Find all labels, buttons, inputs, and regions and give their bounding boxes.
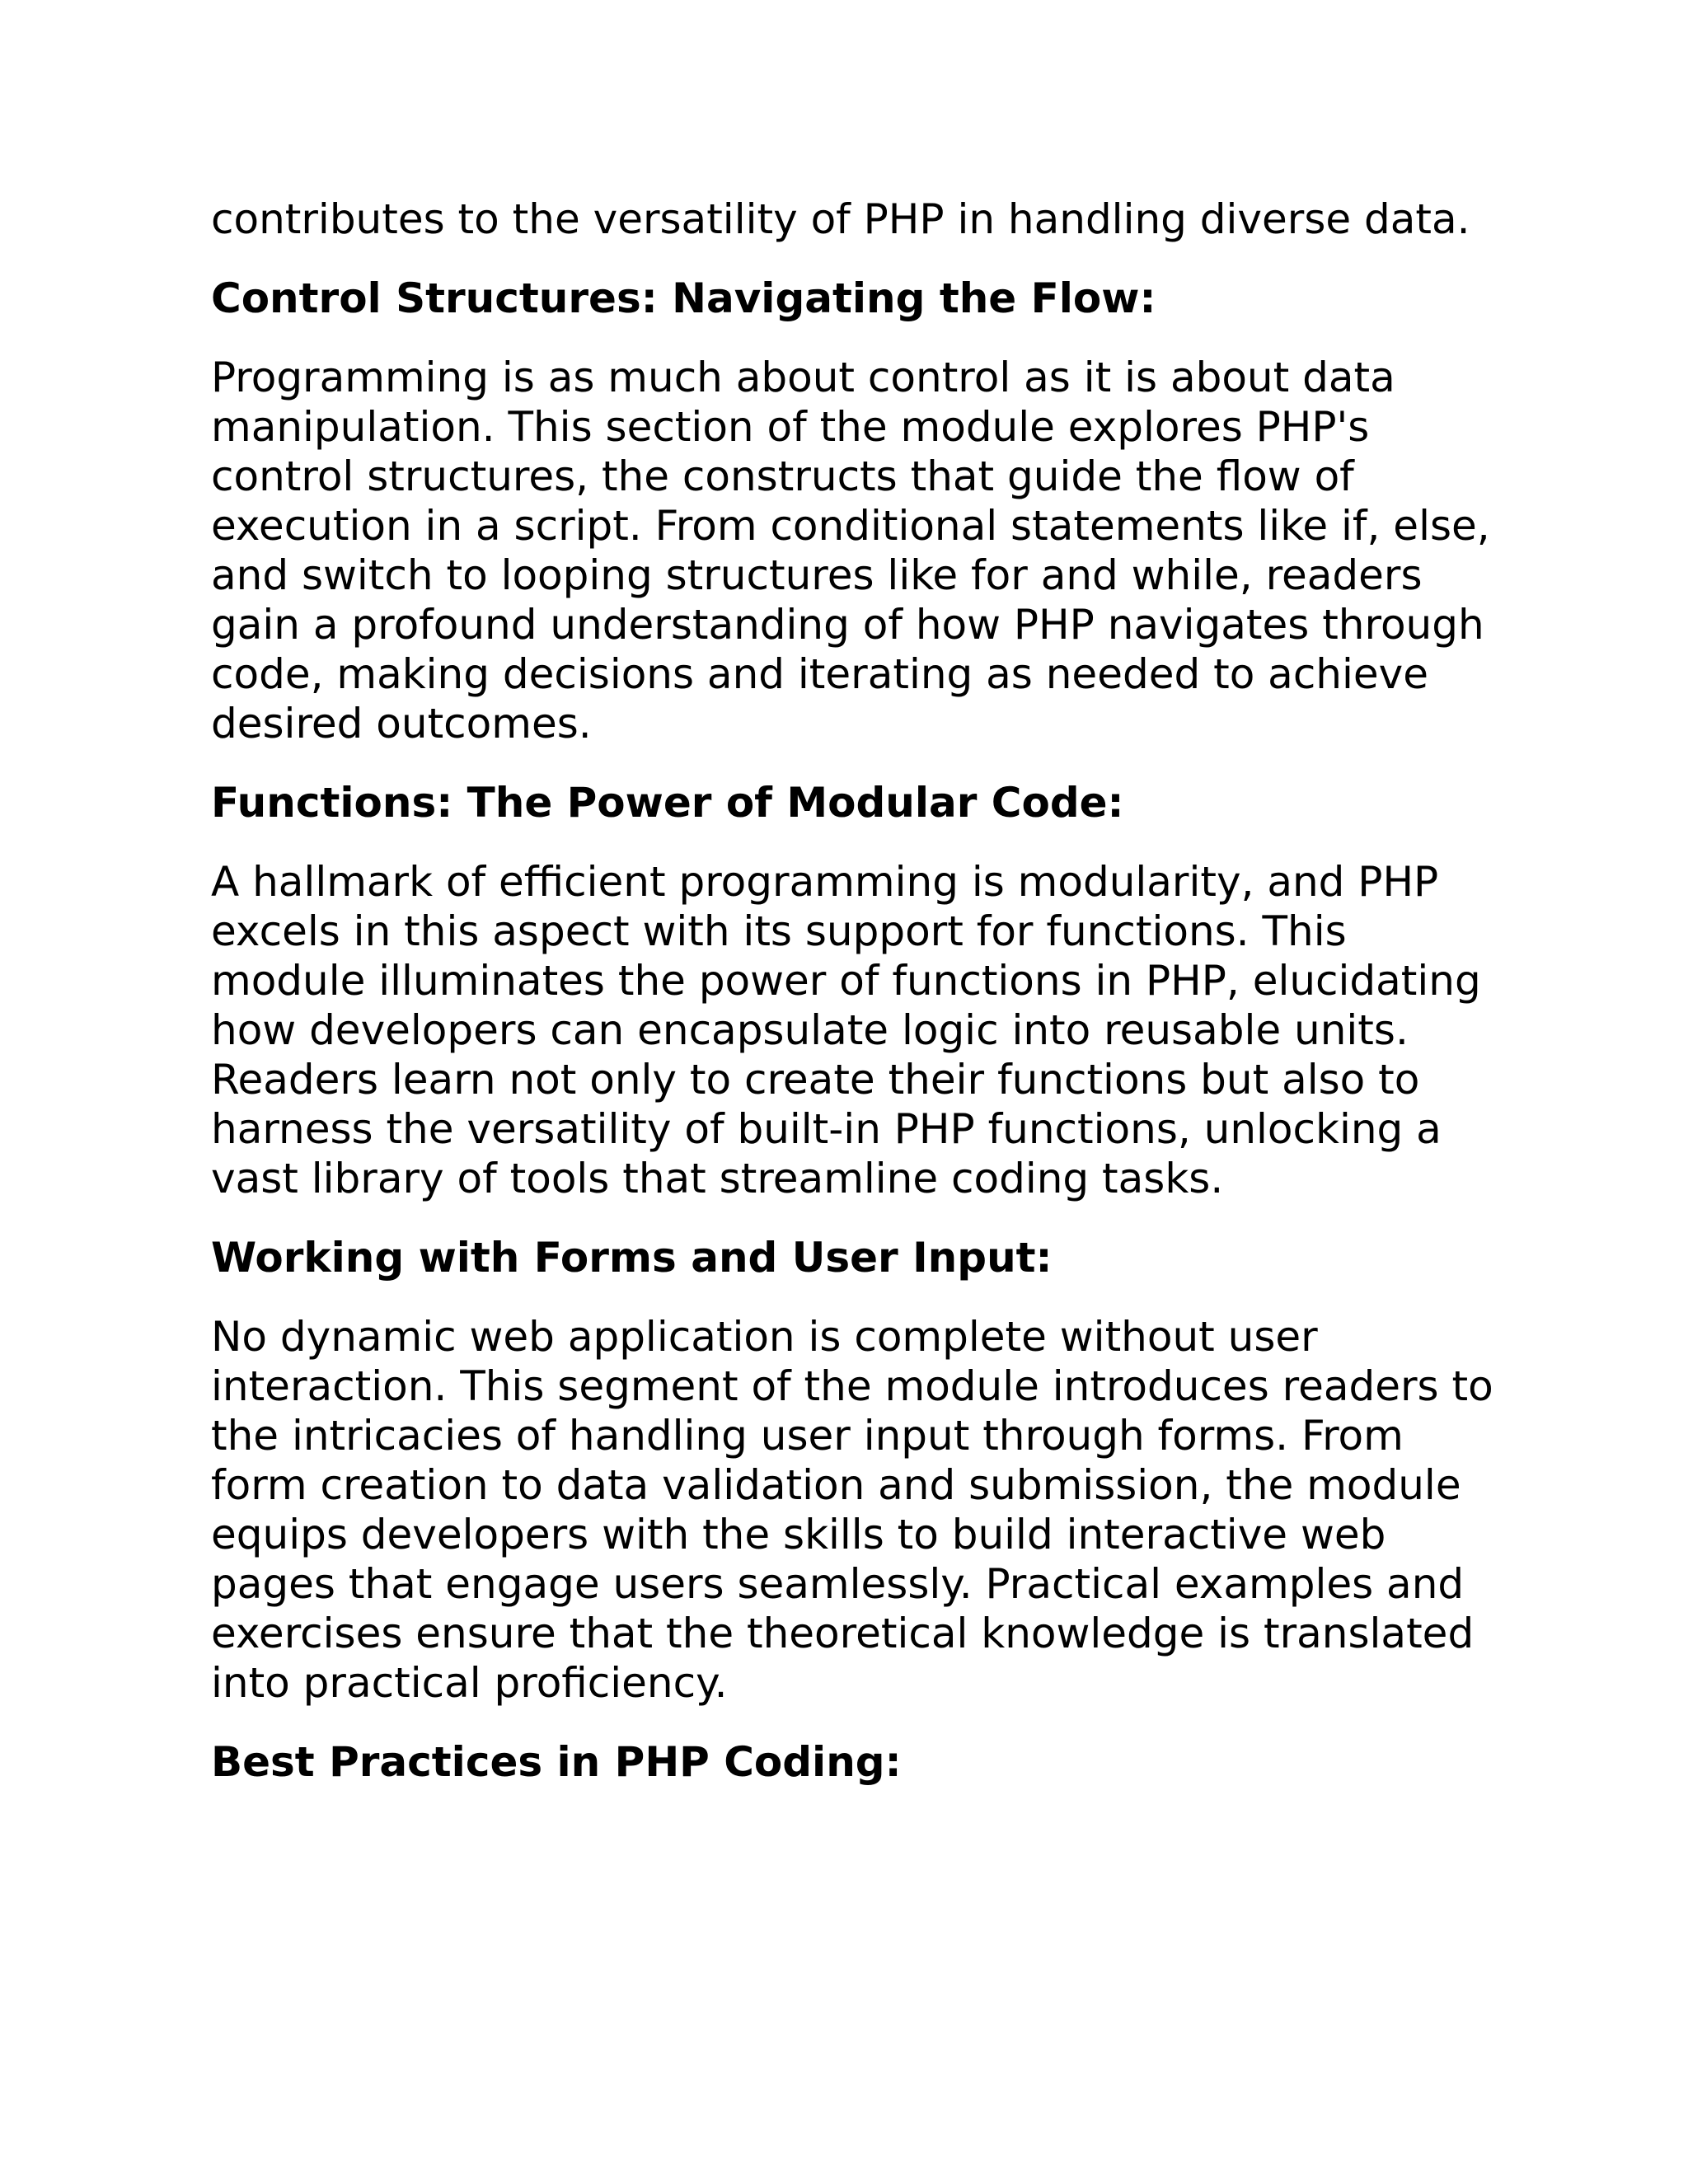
section-body-forms-user-input: No dynamic web application is complete without user interaction. This segment of the module introduces readers to the intricacies of handling user input through forms. From form creation to data validation and submission, the module equips developers with the skills to build interactive web pages that engage users seamlessly. Practical examples and exercises ensure that the theoretical knowledge is translated into practical proficiency. (211, 1313, 1493, 1707)
section-heading-forms-user-input: Working with Forms and User Input: (211, 1234, 1053, 1282)
document-content (211, 194, 1497, 1787)
section-heading-control-structures: Control Structures: Navigating the Flow: (211, 274, 1156, 322)
section-heading-functions: Functions: The Power of Modular Code: (211, 779, 1124, 827)
intro-paragraph-tail: contributes to the versatility of PHP in handling diverse data. (211, 195, 1470, 243)
section-heading-best-practices: Best Practices in PHP Coding: (211, 1738, 902, 1786)
section-body-functions: A hallmark of efficient programming is modularity, and PHP excels in this aspect with its support for functions. This module illuminates the power of functions in PHP, elucidating how developers can encapsulate logic into reusable units. Readers learn not only to create their functions but also to harness the versatility of built-in PHP functions, unlocking a vast library of tools that streamline coding tasks. (211, 858, 1481, 1202)
section-body-control-structures: Programming is as much about control as it is about data manipulation. This section of the module explores PHP's control structures, the constructs that guide the flow of execution in a script. From conditional statements like if, else, and switch to looping structures like for and while, readers gain a profound understanding of how PHP navigates through code, making decisions and iterating as needed to achieve desired outcomes. (211, 354, 1490, 748)
